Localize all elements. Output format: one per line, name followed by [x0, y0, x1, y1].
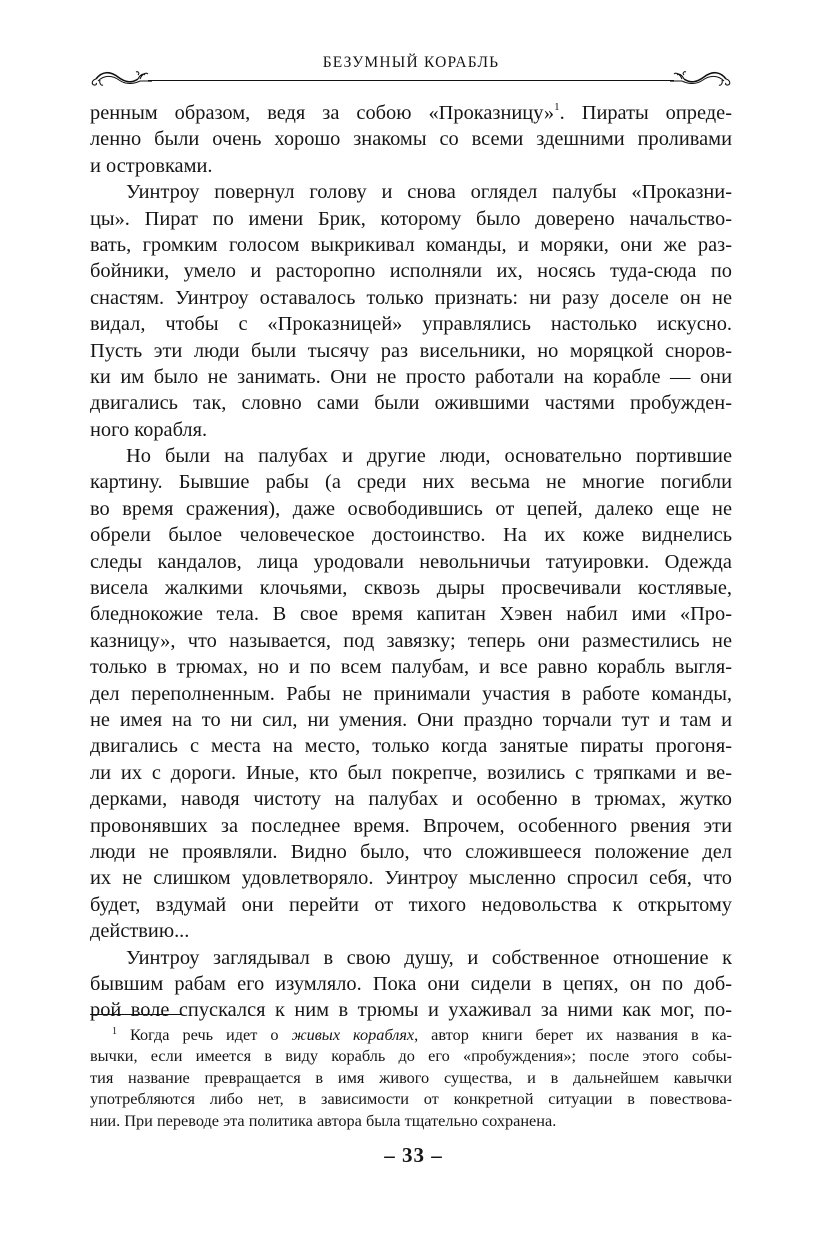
footnote-marker: 1: [112, 1026, 117, 1037]
page-number: – 33 –: [384, 1143, 443, 1167]
text-line: казницу», что называется, под завязку; теперь они разместились не: [90, 629, 732, 652]
text-line: висела жалкими клочьями, сквозь дыры просвечивали костлявые,: [90, 577, 732, 600]
text-line: ленно были очень хорошо знакомы со всеми здешними проливами: [90, 128, 732, 151]
text-line: рой воле спускался к ним в трюмы и ухаживал за ними как мог, по-: [90, 999, 732, 1022]
footnote-line: нии. При переводе эта политика автора была тщательно сохранена.: [90, 1110, 557, 1130]
text-line: бойники, умело и расторопно исполняли их, носясь туда-сюда по: [90, 260, 732, 283]
footnote: [90, 1024, 732, 1131]
text-line: двигались так, словно сами были ожившими частями пробужден-: [90, 392, 732, 415]
text-line: ного корабля.: [90, 418, 208, 441]
flourish-ornament-right-icon: [670, 67, 734, 89]
text-line: дерками, наводя чистоту на палубах и особенно в трюмах, жутко: [90, 788, 732, 811]
paragraph-start: Уинтроу заглядывал в свою душу, и собственное отношение к: [126, 946, 732, 969]
text-line: вать, громким голосом выкрикивал команды, и моряки, они же раз-: [90, 233, 732, 256]
footnote-reference[interactable]: 1: [554, 101, 560, 113]
text-line: действию...: [90, 920, 190, 943]
footnote-line: употребляются либо нет, в зависимости от конкретной ситуации в повествова-: [90, 1089, 732, 1109]
paragraph-start: Но были на палубах и другие люди, основательно портившие: [126, 445, 732, 468]
running-title: БЕЗУМНЫЙ КОРАБЛЬ: [322, 54, 500, 71]
text-line: картину. Бывшие рабы (а среди них весьма не многие погибли: [90, 471, 732, 494]
footnote-separator: [90, 1014, 182, 1015]
main-text: [90, 100, 732, 1024]
header-rule: [148, 80, 674, 81]
footnote-line: вычки, если имеется в виду корабль до его «пробуждения»; после этого собы-: [90, 1046, 732, 1066]
text-line: бывшим рабам его изумляло. Пока они сидели в цепях, он по доб-: [90, 972, 732, 995]
text-line: следы кандалов, лица уродовали невольничьи татуировки. Одежда: [90, 550, 732, 573]
text-line: бледнокожие тела. В свое время капитан Хэвен набил ими «Про-: [90, 603, 732, 626]
footnote-line: тия название превращается в имя живого существа, и в дальнейшем кавычки: [90, 1067, 732, 1087]
text-line: их не слишком удовлетворяло. Уинтроу мысленно спросил себя, что: [90, 867, 732, 890]
text-line: видал, чтобы с «Проказницей» управлялись настолько искусно.: [90, 313, 732, 336]
text-line: ренным образом, ведя за собою «Проказницу»$^1$. Пираты опреде-: [90, 101, 732, 124]
text-line: ки им было не занимать. Они не просто работали на корабле — они: [90, 365, 732, 388]
text-line: обрели былое человеческое достоинство. На их коже виднелись: [90, 524, 732, 547]
footnote-line: $^1$ Когда речь идет о живых кораблях, автор книги берет их названия в ка-: [112, 1025, 732, 1044]
paragraph-start: Уинтроу повернул голову и снова оглядел палубы «Проказни-: [126, 181, 732, 204]
text-line: и островками.: [90, 154, 213, 177]
text-line: двигались с места на место, только когда занятые пираты прогоня-: [90, 735, 732, 758]
text-line: только в трюмах, но и по всем палубам, и все равно корабль выгля-: [90, 656, 732, 679]
text-line: люди не проявляли. Видно было, что сложившееся положение дел: [90, 840, 732, 863]
running-header: [88, 50, 734, 90]
text-line: снастям. Уинтроу оставалось только признать: ни разу доселе он не: [90, 286, 732, 309]
text-line: во время сражения), даже освободившись от цепей, далеко еще не: [90, 497, 732, 520]
text-line: дел переполненным. Рабы не принимали участия в работе команды,: [90, 682, 732, 705]
text-line: цы». Пират по имени Брик, которому было доверено начальство-: [90, 207, 732, 230]
text-line: Пусть эти люди были тысячу раз висельники, но моряцкой сноров-: [90, 339, 732, 362]
text-line: не имея на то ни сил, ни умения. Они праздно торчали тут и там и: [90, 708, 732, 731]
footnote-italic-term: живых кораблях: [291, 1025, 415, 1044]
text-line: провонявших за последнее время. Впрочем, особенного рвения эти: [90, 814, 732, 837]
text-line: будет, вздумай они перейти от тихого недовольства к открытому: [90, 893, 732, 916]
text-line: ли их с дороги. Иные, кто был покрепче, возились с тряпками и ве-: [90, 761, 732, 784]
